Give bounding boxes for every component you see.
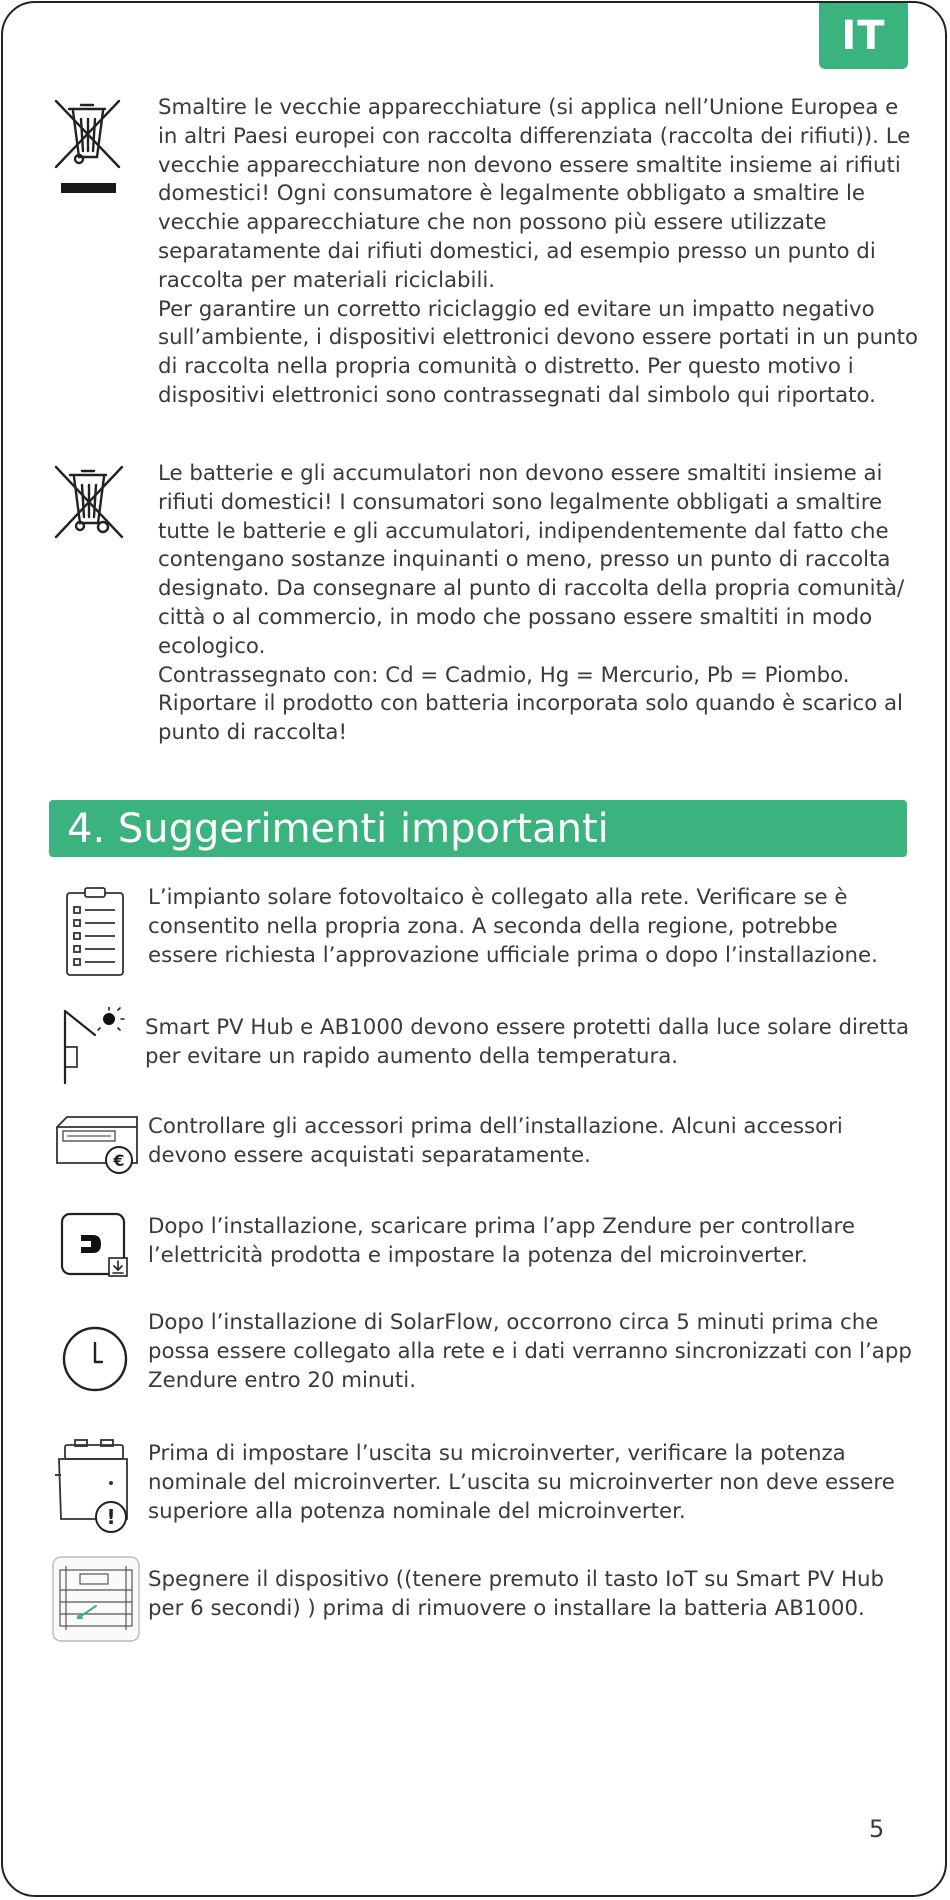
tip-power-off-device: Spegnere il dispositivo ((tenere premuto il tasto IoT su Smart PV Hub per 6 secondi) ) prima di rimuovere o installare la batteria AB1000. bbox=[148, 1567, 885, 1621]
checklist-clipboard-icon bbox=[63, 887, 129, 977]
battery-paragraph-3: Riportare il prodotto con batteria incorporata solo quando è scarico al punto di raccolta! bbox=[158, 691, 903, 746]
accessory-box-euro-icon bbox=[53, 1113, 141, 1177]
section-heading: 4. Suggerimenti importanti bbox=[49, 800, 907, 857]
tip-check-accessories: Controllare gli accessori prima dell’installazione. Alcuni accessori devono essere acquistati separatamente. bbox=[148, 1114, 843, 1168]
battery-paragraph-1: Le batterie e gli accumulatori non devono essere smaltiti insieme ai rifiuti domestici! I consumatori sono legalmente obbligati a smaltire tutte le batterie e gli accumulatori, indipendentemente dal fatto che contengano sostanze inquinanti o meno, presso un punto di raccolta designato. Da consegnare al punto di raccolta della propria comunità/ città o al commercio, in modo che possano essere smaltiti in modo ecologico. bbox=[158, 461, 905, 659]
weee-paragraph-1: Smaltire le vecchie apparecchiature (si applica nell’Unione Europea e in altri Paesi europei con raccolta differenziata (raccolta dei rifiuti)). Le vecchie apparecchiature non devono essere smaltite insieme ai rifiuti domestici! Ogni consumatore è legalmente obbligato a smaltire le vecchie apparecchiature che non possono più essere utilizzate separatamente dai rifiuti domestici, ad esempio presso un punto di raccolta per materiali riciclabili. bbox=[158, 95, 911, 293]
crossed-out-battery-bin-icon bbox=[53, 465, 125, 541]
tip-grid-sync-time: Dopo l’installazione di SolarFlow, occorrono circa 5 minuti prima che possa essere collegato alla rete e i dati verranno sincronizzati con l’app Zendure entro 20 minuti. bbox=[148, 1310, 912, 1393]
sunlight-wall-icon bbox=[59, 1007, 125, 1087]
language-badge: IT bbox=[819, 3, 908, 69]
svg-text:!: ! bbox=[106, 1505, 116, 1529]
weee-paragraph-2: Per garantire un corretto riciclaggio ed evitare un impatto negativo sull’ambiente, i dispositivi elettronici devono essere portati in un punto di raccolta nella propria comunità o distretto. Per questo motivo i dispositivi elettronici sono contrassegnati dal simbolo qui riportato. bbox=[158, 296, 919, 408]
battery-paragraph-2: Contrassegnato con: Cd = Cadmio, Hg = Mercurio, Pb = Piombo. bbox=[158, 662, 850, 688]
zendure-app-download-icon bbox=[59, 1211, 133, 1281]
weee-disposal-text bbox=[158, 94, 918, 411]
svg-text:€: € bbox=[113, 1151, 125, 1170]
tip-microinverter-output: Prima di impostare l’uscita su microinverter, verificare la potenza nominale del microinverter. L’uscita su microinverter non deve essere superiore alla potenza nominale del microinverter. bbox=[148, 1441, 895, 1524]
crossed-out-wheelie-bin-icon bbox=[53, 99, 123, 199]
tip-grid-approval: L’impianto solare fotovoltaico è collegato alla rete. Verificare se è consentito nella propria zona. A seconda della regione, potrebbe essere richiesta l’approvazione ufficiale prima o dopo l’installazione. bbox=[148, 885, 878, 968]
page-number: 5 bbox=[869, 1815, 885, 1843]
battery-disposal-text bbox=[158, 460, 918, 748]
microinverter-warning-icon bbox=[53, 1439, 137, 1533]
smart-pv-hub-device-icon bbox=[52, 1556, 140, 1642]
page-frame bbox=[1, 1, 947, 1897]
clock-icon bbox=[61, 1325, 129, 1393]
tip-download-app: Dopo l’installazione, scaricare prima l’app Zendure per controllare l’elettricità prodotta e impostare la potenza del microinverter. bbox=[148, 1214, 855, 1268]
tip-protect-from-sunlight: Smart PV Hub e AB1000 devono essere protetti dalla luce solare diretta per evitare un rapido aumento della temperatura. bbox=[145, 1015, 910, 1069]
